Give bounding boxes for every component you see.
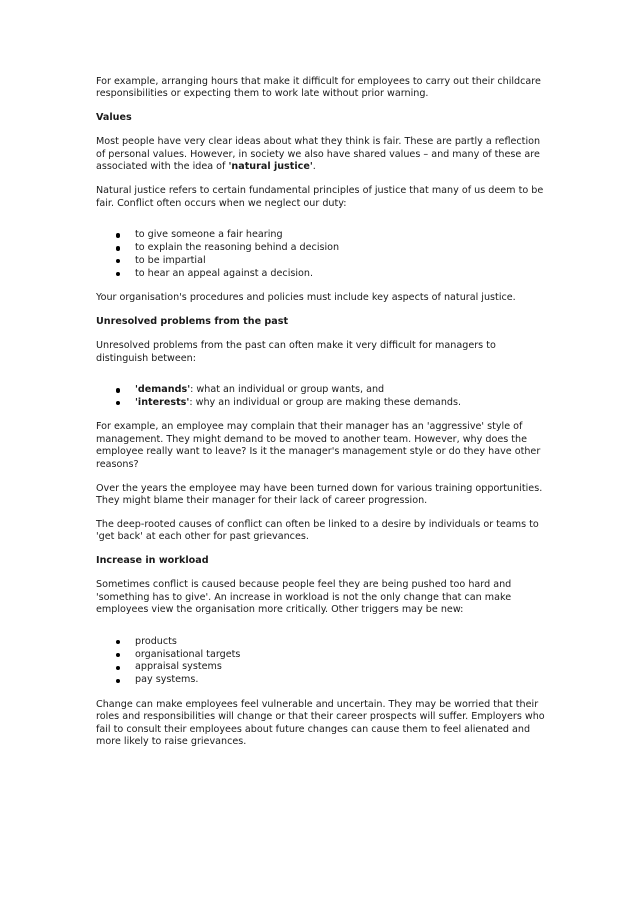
list-item [96,255,546,268]
paragraph-procedures: Your organisation's procedures and policies must include key aspects of natural justice. [96,292,516,304]
document-page [96,76,546,760]
paragraph-values [96,136,546,173]
list-item-text: to give someone a fair hearing [135,229,283,241]
list-item-text: to explain the reasoning behind a decision [135,241,340,253]
paragraph-unresolved: Unresolved problems from the past can often make it very difficult for managers to distinguish between: [96,340,496,364]
paragraph-deep-rooted: The deep-rooted causes of conflict can often be linked to a desire by individuals or teams to 'get back' at each other for past grievances. [96,519,539,543]
bullet-icon [116,233,120,237]
heading-increase-in-workload: Increase in workload [96,555,209,567]
list-item-text: : what an individual or group wants, and [190,384,385,395]
paragraph-training: Over the years the employee may have been turned down for various training opportunities. They might blame their manager for their lack of career progression. [96,482,543,506]
list-item [96,397,546,410]
list-item-text: organisational targets [135,648,241,660]
list-item-text: : why an individual or group are making these demands. [189,396,462,408]
list-item-text: pay systems. [135,674,199,686]
list-item-text: appraisal systems [135,661,222,673]
duties-list [96,229,546,281]
bullet-icon [116,259,120,263]
bullet-icon [116,401,120,405]
bullet-icon [116,388,120,392]
paragraph-change: Change can make employees feel vulnerable and uncertain. They may be worried that their roles and responsibilities will change or that their career prospects will suffer. Employers who fail to consult their employees about future changes can cause them to feel alienated and more likely to raise grievances. [96,698,545,747]
interests-term: 'interests' [135,396,190,408]
list-item [96,384,546,397]
list-item [96,268,546,281]
bullet-icon [116,640,120,644]
list-item [96,229,546,242]
list-item-text: to be impartial [135,254,206,266]
paragraph-childcare: For example, arranging hours that make it difficult for employees to carry out their childcare responsibilities or expecting them to work late without prior warning. [96,76,541,100]
bullet-icon [116,272,120,276]
paragraph-values-text: Most people have very clear ideas about what they think is fair. These are partly a reflection of personal values. However, in society we also have shared values – and many of these are associated with the idea of [96,136,541,173]
heading-unresolved-problems: Unresolved problems from the past [96,316,289,328]
list-item [96,636,546,649]
bullet-icon [116,246,120,250]
list-item [96,649,546,662]
paragraph-workload: Sometimes conflict is caused because people feel they are being pushed too hard and 'something has to give'. An increase in workload is not the only change that can make employees view the organisation more critically. Other triggers may be new: [96,579,512,616]
bullet-icon [116,666,120,670]
paragraph-values-end: . [312,161,316,173]
triggers-list [96,636,546,688]
paragraph-aggressive-style: For example, an employee may complain that their manager has an 'aggressive' style of management. They might demand to be moved to another team. However, why does the employee really want to leave? Is it the manager's management style or do they have other reasons? [96,421,541,470]
list-item-text: products [135,635,177,647]
demands-term: 'demands' [135,384,191,395]
list-item [96,242,546,255]
bullet-icon [116,679,120,683]
list-item [96,674,546,687]
heading-values: Values [96,112,132,124]
natural-justice-term: 'natural justice' [228,161,313,173]
paragraph-natural-justice: Natural justice refers to certain fundamental principles of justice that many of us deem to be fair. Conflict often occurs when we neglect our duty: [96,185,544,209]
list-item [96,661,546,674]
list-item-text: to hear an appeal against a decision. [135,267,314,279]
bullet-icon [116,653,120,657]
distinctions-list [96,384,546,410]
